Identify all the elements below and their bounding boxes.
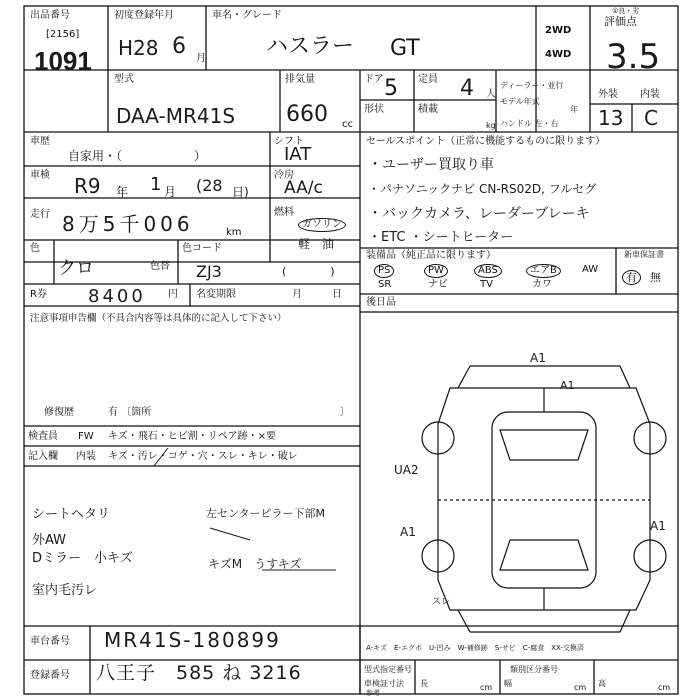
equip-airbag: エアB [526,264,561,278]
fuel-label: 燃料 [274,207,294,218]
diagram-mark-front: A1 [530,351,546,365]
later-items-label: 後日品 [366,297,396,308]
class-label: 類別区分番号 [510,665,558,674]
recycle-value: 8400 [88,286,146,307]
dims-cm-1: cm [480,683,493,692]
color-label: 色 [30,243,40,254]
mileage-value: 8万5千006 [62,212,194,236]
remark-left-4: 室内毛汚レ [32,583,98,598]
equip-pw: PW [424,264,448,278]
month-unit: 月 [196,53,206,64]
score-top-note: ①良・劣 [612,7,640,15]
dealer-label: ディーラー・並行 [500,81,564,90]
chassis-label: 車台番号 [30,636,70,647]
exterior-label: 外装 [598,89,618,100]
diagram-mark-front-right: A1 [560,379,575,392]
car-name: ハスラー [266,34,355,59]
remark-left-2: 外AW [32,533,67,548]
first-reg-value: H28 [118,36,159,60]
first-reg-month: 6 [172,34,186,59]
drive-4wd: 4WD [545,49,572,60]
name-change-month: 月 [292,289,302,300]
equip-tv: TV [480,279,493,290]
diagram-mark-rear-scuff: スレ [432,597,451,607]
sales-point-line-3: ・バックカメラ、レーダーブレーキ [368,206,590,222]
load-label: 積載 [418,104,438,115]
first-reg-label: 初度登録年月 [114,10,174,21]
sales-points-title: セールスポイント（正常に機能するものに限ります） [366,136,606,147]
inspector-fw: FW [78,431,94,442]
remark-right-2: キズM うすキズ [208,557,302,571]
displacement-label: 排気量 [285,74,315,85]
history-label: 車歴 [30,136,50,147]
inspection-era: R9 [74,174,101,198]
repair-close: 〕 [340,407,350,418]
inspection-month-unit: 月 [164,185,177,199]
warranty-yes: 有 [622,270,641,285]
registration-value: 八王子 585 ね 3216 [96,662,302,684]
score-label: 評価点 [604,15,637,28]
remark-left-1: シートヘタリ [32,507,111,522]
sales-point-line-1: ・ユーザー買取り車 [368,157,494,173]
name-change-label: 名変期限 [196,289,236,300]
registration-label: 登録番号 [30,670,70,681]
fuel-gasoline: ガソリン [298,218,346,232]
year-unit: 年 [570,105,578,114]
history-value: 自家用・（ ） [68,149,207,163]
damage-legend: A-キズ E-エクボ U-凹み W-補修跡 S-サビ C-腐食 XX-交換済 [366,644,584,652]
remark-right-1: 左センターピラー下部M [206,507,326,520]
car-grade: GT [390,36,420,61]
equipment-title: 装備品（純正品に限ります） [366,250,496,261]
inspector-naiso-line: キズ・汚レ・コゲ・穴・スレ・キレ・破レ [108,451,298,462]
diagram-mark-left-door: UA2 [394,463,419,477]
model-year-label: モデル年式 [500,97,540,106]
exterior-value: 13 [598,106,624,130]
doors-value: 5 [384,76,398,101]
lot-number: 1091 [34,46,92,76]
sales-point-line-4: ・ETC ・シートヒーター [368,230,514,245]
diagram-mark-right-rear: A1 [650,519,666,533]
dims-long: 長 [420,679,428,688]
approval-label: 型式指定番号 [364,665,412,674]
fuel-paren: ( ) [282,265,335,278]
recycle-unit: 円 [168,289,178,300]
aircon-value: AA/c [284,178,323,198]
dims-cm-2: cm [574,683,587,692]
inspector-naiso: 内装 [76,451,96,462]
dims-height: 高 [598,679,606,688]
mileage-unit: km [226,227,242,238]
equip-kawa: カワ [532,279,552,290]
chassis-value: MR41S-180899 [104,628,281,652]
inspection-day-unit: 日) [232,185,249,199]
fuel-diesel: 軽 油 [298,237,335,251]
warranty-no: 無 [650,271,661,284]
color-value: クロ [58,258,94,279]
inspector-label: 検査員 [28,431,58,442]
inspection-day: (28 [196,176,223,195]
inspector-fw-line: キズ・飛石・ヒビ割・リペア跡・×要 [108,431,276,442]
shape-label: 形状 [364,104,384,115]
warranty-label: 新車保証書 [624,250,664,259]
handle-label: ハンドル 左・右 [500,119,559,128]
inspection-year-unit: 年 [116,185,129,199]
car-diagram [422,366,666,632]
repair-value: 有 〔箇所 [108,407,152,418]
shift-value: IAT [284,144,312,165]
model-value: DAA-MR41S [116,104,236,128]
color-code-label: 色コード [182,243,222,254]
notes-title: 注意事項申告欄（不具合内容等は具体的に記入して下さい） [30,313,287,324]
repair-label: 修復歴 [44,407,74,418]
dims-cm-3: cm [658,683,671,692]
recycle-label: R券 [30,289,47,300]
entry-label: 記入欄 [28,451,58,462]
remark-left-3: Dミラー 小キズ [32,551,133,566]
inspection-label: 車検 [30,170,50,181]
displacement-unit: cc [342,119,353,130]
dims-width: 幅 [504,679,512,688]
sales-point-line-2: ・パナソニックナビ CN-RS02D, フルセグ [368,182,597,196]
capacity-unit: 人 [486,89,496,100]
shift-label: シフト [274,136,304,147]
equip-abs: ABS [474,264,502,278]
aircon-label: 冷房 [274,170,294,181]
color-no-label: 色替 [150,261,170,272]
dims-label: 車検証寸法 [364,679,404,688]
model-label: 型式 [114,74,134,85]
dims-ref: 参考 [366,689,380,697]
drive-2wd: 2WD [545,25,572,36]
score-value: 3.5 [606,37,661,77]
load-unit: kg [486,121,496,130]
capacity-label: 定員 [418,74,438,85]
color-code-value: ZJ3 [196,262,222,281]
inspection-month: 1 [150,174,162,195]
lot-sub-number: [2156] [46,29,80,40]
interior-label: 内装 [640,89,660,100]
interior-value: C [644,106,658,130]
equip-ps: PS [374,264,394,278]
name-grade-label: 車名・グレード [212,10,282,21]
name-change-day: 日 [332,289,342,300]
lot-label: 出品番号 [30,10,70,21]
displacement-value: 660 [286,102,328,127]
equip-sr: SR [378,279,392,290]
mileage-label: 走行 [30,209,50,220]
equip-aw: AW [582,264,599,275]
capacity-value: 4 [460,76,474,101]
doors-label: ドア [364,74,384,85]
equip-navi: ナビ [428,279,448,290]
diagram-mark-left-rear: A1 [400,525,416,539]
